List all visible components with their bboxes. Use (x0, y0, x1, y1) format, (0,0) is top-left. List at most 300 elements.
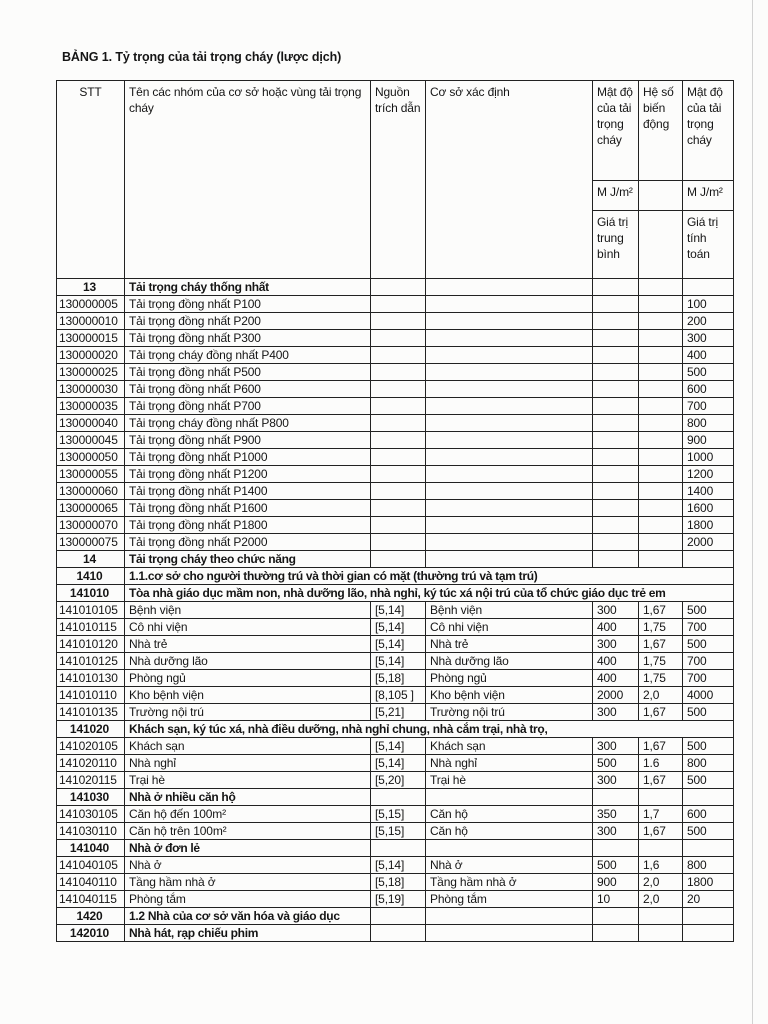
cell-stt: 13 (57, 279, 125, 296)
header-unit-calc: M J/m² (683, 181, 734, 211)
cell-calc: 200 (683, 313, 734, 330)
cell-mean (593, 432, 639, 449)
cell-source (371, 432, 426, 449)
cell-name: Nhà ở nhiều căn hộ (125, 789, 371, 806)
cell-name: Khách sạn, ký túc xá, nhà điều dưỡng, nhà nghỉ chung, nhà cắm trại, nhà trọ, (125, 721, 734, 738)
cell-basis: Nhà dưỡng lão (426, 653, 593, 670)
cell-name: Tải trọng cháy đồng nhất P400 (125, 347, 371, 364)
cell-calc: 20 (683, 891, 734, 908)
cell-basis: Bệnh viện (426, 602, 593, 619)
cell-source (371, 806, 426, 823)
cell-mean: 400 (593, 619, 639, 636)
cell-source (371, 925, 426, 942)
cell-stt: 141040 (57, 840, 125, 857)
cell-calc: 1000 (683, 449, 734, 466)
cell-stt: 141020105 (57, 738, 125, 755)
cell-basis (426, 517, 593, 534)
cell-coef: 2,0 (639, 687, 683, 704)
table-row (57, 517, 734, 534)
cell-mean (593, 364, 639, 381)
cell-mean: 350 (593, 806, 639, 823)
header-density-mean: Mật độ của tải trọng cháy (593, 81, 639, 181)
cell-name: Tải trọng cháy thống nhất (125, 279, 371, 296)
cell-coef (639, 381, 683, 398)
cell-mean (593, 466, 639, 483)
table-row (57, 738, 734, 755)
cell-name: Trường nội trú (125, 704, 371, 721)
header-calc-label: Giá trị tính toán (683, 211, 734, 279)
cell-basis: Căn hộ (426, 823, 593, 840)
cell-name: Tải trọng cháy theo chức năng (125, 551, 371, 568)
cell-stt: 141030105 (57, 806, 125, 823)
cell-name: Tòa nhà giáo dục mầm non, nhà dưỡng lão, nhà nghỉ, ký túc xá nội trú của tổ chức giáo dục trẻ em (125, 585, 734, 602)
cell-basis: Trường nội trú (426, 704, 593, 721)
cell-source (371, 313, 426, 330)
cell-calc: 900 (683, 432, 734, 449)
cell-name: 1.1.cơ sở cho người thường trú và thời gian có mặt (thường trú và tạm trú) (125, 568, 734, 585)
cell-name: Kho bệnh viện (125, 687, 371, 704)
cell-name: Tải trọng đồng nhất P1800 (125, 517, 371, 534)
cell-mean (593, 398, 639, 415)
cell-name: Tải trọng đồng nhất P1000 (125, 449, 371, 466)
group-row (57, 551, 734, 568)
cell-coef (639, 517, 683, 534)
cell-coef (639, 415, 683, 432)
cell-stt: 141010130 (57, 670, 125, 687)
cell-calc: 700 (683, 619, 734, 636)
source-reference: [8,105 ] (375, 688, 414, 702)
group-row (57, 568, 734, 585)
cell-name: Tải trọng đồng nhất P300 (125, 330, 371, 347)
cell-mean (593, 347, 639, 364)
table-row (57, 381, 734, 398)
cell-stt: 130000015 (57, 330, 125, 347)
table-row (57, 500, 734, 517)
cell-mean: 400 (593, 653, 639, 670)
cell-mean (593, 840, 639, 857)
cell-basis (426, 925, 593, 942)
table-row (57, 534, 734, 551)
cell-source (371, 517, 426, 534)
table-row (57, 806, 734, 823)
cell-calc: 500 (683, 636, 734, 653)
cell-mean (593, 381, 639, 398)
cell-coef (639, 432, 683, 449)
cell-name: Căn hộ trên 100m² (125, 823, 371, 840)
header-row (57, 81, 734, 181)
cell-stt: 130000055 (57, 466, 125, 483)
cell-calc: 700 (683, 398, 734, 415)
cell-source (371, 381, 426, 398)
source-reference: [5,14] (375, 654, 405, 668)
cell-name: Tải trọng đồng nhất P100 (125, 296, 371, 313)
table-row (57, 823, 734, 840)
header-basis: Cơ sở xác định (426, 81, 593, 279)
cell-basis (426, 347, 593, 364)
cell-source (371, 296, 426, 313)
cell-stt: 1410 (57, 568, 125, 585)
cell-basis (426, 432, 593, 449)
cell-stt: 130000025 (57, 364, 125, 381)
table-row (57, 670, 734, 687)
cell-stt: 141010115 (57, 619, 125, 636)
cell-mean (593, 534, 639, 551)
cell-name: Nhà ở (125, 857, 371, 874)
cell-calc: 800 (683, 415, 734, 432)
cell-stt: 141010 (57, 585, 125, 602)
cell-calc: 500 (683, 772, 734, 789)
cell-calc (683, 908, 734, 925)
cell-calc: 1400 (683, 483, 734, 500)
cell-calc (683, 840, 734, 857)
cell-stt: 130000035 (57, 398, 125, 415)
table-row (57, 449, 734, 466)
cell-calc: 600 (683, 806, 734, 823)
table-row (57, 313, 734, 330)
table-row (57, 364, 734, 381)
header-mean-label: Giá trị trung bình (593, 211, 639, 279)
cell-stt: 141010110 (57, 687, 125, 704)
cell-name: Tải trọng đồng nhất P900 (125, 432, 371, 449)
cell-mean: 300 (593, 772, 639, 789)
table-row (57, 347, 734, 364)
header-value-empty (639, 211, 683, 279)
cell-source (371, 636, 426, 653)
group-row (57, 908, 734, 925)
table-row (57, 466, 734, 483)
cell-basis: Phòng tắm (426, 891, 593, 908)
cell-mean: 500 (593, 857, 639, 874)
cell-mean: 400 (593, 670, 639, 687)
cell-mean: 300 (593, 602, 639, 619)
group-row (57, 789, 734, 806)
table-row (57, 619, 734, 636)
cell-basis (426, 381, 593, 398)
cell-mean (593, 517, 639, 534)
cell-mean: 300 (593, 704, 639, 721)
cell-stt: 14 (57, 551, 125, 568)
cell-calc: 500 (683, 823, 734, 840)
cell-stt: 142010 (57, 925, 125, 942)
table-row (57, 483, 734, 500)
cell-calc: 500 (683, 738, 734, 755)
cell-coef: 1,67 (639, 636, 683, 653)
group-row (57, 721, 734, 738)
cell-basis (426, 449, 593, 466)
cell-source (371, 551, 426, 568)
cell-coef: 1,67 (639, 823, 683, 840)
cell-stt: 141010105 (57, 602, 125, 619)
source-reference: [5,14] (375, 858, 405, 872)
cell-stt: 130000065 (57, 500, 125, 517)
cell-name: Nhà trẻ (125, 636, 371, 653)
table-row (57, 687, 734, 704)
cell-stt: 130000040 (57, 415, 125, 432)
cell-mean (593, 279, 639, 296)
cell-calc: 1200 (683, 466, 734, 483)
cell-mean (593, 449, 639, 466)
cell-source (371, 908, 426, 925)
cell-coef: 2,0 (639, 874, 683, 891)
source-reference: [5,20] (375, 773, 405, 787)
cell-source (371, 653, 426, 670)
source-reference: [5,14] (375, 620, 405, 634)
cell-name: Tải trọng đồng nhất P700 (125, 398, 371, 415)
cell-stt: 130000005 (57, 296, 125, 313)
source-reference: [5,14] (375, 603, 405, 617)
table-row (57, 432, 734, 449)
cell-calc: 1600 (683, 500, 734, 517)
cell-name: Tải trọng cháy đồng nhất P800 (125, 415, 371, 432)
cell-basis (426, 279, 593, 296)
group-row (57, 925, 734, 942)
cell-coef (639, 840, 683, 857)
cell-basis (426, 364, 593, 381)
cell-mean (593, 789, 639, 806)
cell-stt: 130000045 (57, 432, 125, 449)
source-reference: [5,14] (375, 739, 405, 753)
cell-mean: 2000 (593, 687, 639, 704)
cell-calc: 500 (683, 704, 734, 721)
cell-name: 1.2 Nhà của cơ sở văn hóa và giáo dục (125, 908, 371, 925)
cell-stt: 130000075 (57, 534, 125, 551)
group-row (57, 279, 734, 296)
cell-mean (593, 500, 639, 517)
cell-coef: 1,6 (639, 857, 683, 874)
cell-stt: 141030110 (57, 823, 125, 840)
cell-name: Tải trọng đồng nhất P1200 (125, 466, 371, 483)
cell-coef (639, 789, 683, 806)
cell-source (371, 500, 426, 517)
fire-load-table (56, 80, 734, 942)
cell-source (371, 789, 426, 806)
cell-coef (639, 466, 683, 483)
cell-name: Khách sạn (125, 738, 371, 755)
cell-name: Phòng ngủ (125, 670, 371, 687)
group-row (57, 840, 734, 857)
source-reference: [5,18] (375, 671, 405, 685)
cell-coef (639, 330, 683, 347)
cell-stt: 1420 (57, 908, 125, 925)
cell-stt: 141020 (57, 721, 125, 738)
cell-basis (426, 415, 593, 432)
source-reference: [5,14] (375, 637, 405, 651)
cell-stt: 130000050 (57, 449, 125, 466)
cell-mean (593, 551, 639, 568)
table-row (57, 772, 734, 789)
header-unit-mean: M J/m² (593, 181, 639, 211)
cell-source (371, 449, 426, 466)
cell-basis: Kho bệnh viện (426, 687, 593, 704)
cell-source (371, 279, 426, 296)
scan-edge-line (752, 0, 753, 1024)
cell-basis (426, 313, 593, 330)
cell-calc: 600 (683, 381, 734, 398)
cell-coef: 1,67 (639, 738, 683, 755)
cell-source (371, 823, 426, 840)
cell-basis (426, 296, 593, 313)
cell-basis (426, 330, 593, 347)
cell-source (371, 534, 426, 551)
cell-name: Tải trọng đồng nhất P2000 (125, 534, 371, 551)
cell-coef: 1,7 (639, 806, 683, 823)
cell-name: Cô nhi viện (125, 619, 371, 636)
cell-calc: 800 (683, 857, 734, 874)
cell-source (371, 347, 426, 364)
cell-basis: Nhà nghỉ (426, 755, 593, 772)
cell-coef (639, 908, 683, 925)
cell-basis: Nhà trẻ (426, 636, 593, 653)
cell-source (371, 857, 426, 874)
cell-mean: 900 (593, 874, 639, 891)
source-reference: [5,21] (375, 705, 405, 719)
cell-name: Tải trọng đồng nhất P1400 (125, 483, 371, 500)
cell-name: Nhà ở đơn lẻ (125, 840, 371, 857)
cell-name: Tầng hầm nhà ở (125, 874, 371, 891)
cell-source (371, 483, 426, 500)
cell-name: Nhà nghỉ (125, 755, 371, 772)
cell-stt: 141020115 (57, 772, 125, 789)
cell-basis (426, 908, 593, 925)
cell-source (371, 891, 426, 908)
table-row (57, 636, 734, 653)
cell-name: Tải trọng đồng nhất P500 (125, 364, 371, 381)
cell-calc (683, 551, 734, 568)
table-row (57, 398, 734, 415)
cell-coef: 1,75 (639, 619, 683, 636)
cell-calc: 700 (683, 670, 734, 687)
cell-basis: Phòng ngủ (426, 670, 593, 687)
cell-mean: 300 (593, 738, 639, 755)
cell-name: Căn hộ đến 100m² (125, 806, 371, 823)
cell-source (371, 415, 426, 432)
cell-mean (593, 313, 639, 330)
cell-coef: 1,67 (639, 772, 683, 789)
cell-source (371, 772, 426, 789)
cell-calc (683, 925, 734, 942)
cell-stt: 141010120 (57, 636, 125, 653)
cell-stt: 141020110 (57, 755, 125, 772)
cell-stt: 130000070 (57, 517, 125, 534)
cell-mean (593, 908, 639, 925)
table-row (57, 330, 734, 347)
cell-mean (593, 483, 639, 500)
cell-stt: 130000020 (57, 347, 125, 364)
cell-coef (639, 551, 683, 568)
cell-calc: 100 (683, 296, 734, 313)
cell-source (371, 738, 426, 755)
cell-coef (639, 483, 683, 500)
source-reference: [5,15] (375, 807, 405, 821)
cell-stt: 141010135 (57, 704, 125, 721)
table-row (57, 874, 734, 891)
cell-basis: Khách sạn (426, 738, 593, 755)
cell-calc: 500 (683, 364, 734, 381)
table-row (57, 653, 734, 670)
cell-coef: 1.6 (639, 755, 683, 772)
group-row (57, 585, 734, 602)
cell-basis (426, 500, 593, 517)
table-row (57, 755, 734, 772)
cell-coef (639, 398, 683, 415)
cell-mean: 300 (593, 823, 639, 840)
cell-calc: 500 (683, 602, 734, 619)
cell-source (371, 687, 426, 704)
cell-name: Phòng tắm (125, 891, 371, 908)
cell-coef (639, 279, 683, 296)
cell-stt: 141030 (57, 789, 125, 806)
cell-mean (593, 330, 639, 347)
cell-basis: Tầng hầm nhà ở (426, 874, 593, 891)
cell-stt: 141040115 (57, 891, 125, 908)
source-reference: [5,15] (375, 824, 405, 838)
cell-basis (426, 466, 593, 483)
cell-name: Bệnh viện (125, 602, 371, 619)
cell-source (371, 874, 426, 891)
cell-coef (639, 313, 683, 330)
cell-source (371, 704, 426, 721)
cell-calc: 400 (683, 347, 734, 364)
cell-basis (426, 398, 593, 415)
cell-calc: 4000 (683, 687, 734, 704)
table-row (57, 891, 734, 908)
source-reference: [5,14] (375, 756, 405, 770)
cell-calc: 2000 (683, 534, 734, 551)
cell-source (371, 619, 426, 636)
cell-name: Tải trọng đồng nhất P200 (125, 313, 371, 330)
cell-mean (593, 296, 639, 313)
table-header (57, 81, 734, 279)
cell-basis (426, 840, 593, 857)
cell-calc (683, 279, 734, 296)
source-reference: [5,19] (375, 892, 405, 906)
cell-mean (593, 925, 639, 942)
table-row (57, 704, 734, 721)
table-row (57, 296, 734, 313)
cell-coef: 1,75 (639, 653, 683, 670)
cell-source (371, 670, 426, 687)
cell-stt: 141010125 (57, 653, 125, 670)
header-unit-empty (639, 181, 683, 211)
table-row (57, 602, 734, 619)
cell-calc: 800 (683, 755, 734, 772)
cell-stt: 130000060 (57, 483, 125, 500)
cell-calc: 700 (683, 653, 734, 670)
header-name: Tên các nhóm của cơ sở hoặc vùng tải trọng cháy (125, 81, 371, 279)
cell-coef (639, 296, 683, 313)
cell-stt: 130000030 (57, 381, 125, 398)
cell-coef: 1,75 (639, 670, 683, 687)
cell-coef (639, 449, 683, 466)
cell-calc: 300 (683, 330, 734, 347)
cell-source (371, 755, 426, 772)
cell-coef: 2,0 (639, 891, 683, 908)
cell-source (371, 364, 426, 381)
cell-source (371, 398, 426, 415)
cell-source (371, 330, 426, 347)
header-source: Nguồn trích dẫn (371, 81, 426, 279)
cell-mean (593, 415, 639, 432)
cell-calc (683, 789, 734, 806)
header-density-calc: Mật độ của tải trọng cháy (683, 81, 734, 181)
table-body (57, 279, 734, 942)
cell-stt: 141040105 (57, 857, 125, 874)
cell-name: Nhà hát, rạp chiếu phim (125, 925, 371, 942)
cell-basis (426, 551, 593, 568)
cell-source (371, 466, 426, 483)
table-row (57, 857, 734, 874)
cell-basis: Căn hộ (426, 806, 593, 823)
